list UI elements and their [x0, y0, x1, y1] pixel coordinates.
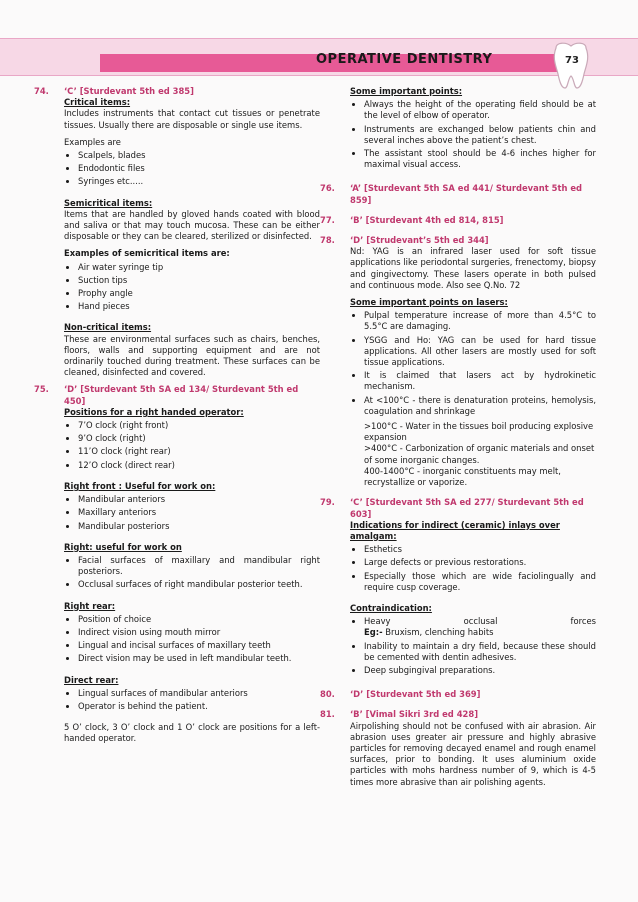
answer-ref: ‘A’ [Sturdevant 5th SA ed 441/ Sturdevant 5th ed 859] — [350, 183, 583, 205]
paragraph: Includes instruments that contact cut tissues or penetrate tissues. Usually there are disposable or single use items. — [64, 108, 320, 130]
temperature-line: 400-1400°C - inorganic constituents may melt, recrystallize or vaporize. — [364, 465, 561, 488]
question-79 — [320, 497, 596, 676]
list-item: • Pulpal temperature increase of more than 4.5°C to 5.5°C are damaging. — [364, 310, 596, 332]
page-number: 73 — [565, 55, 579, 66]
temperature-line: >400°C - Carbonization of organic materials and onset of some inorganic changes. — [364, 443, 595, 465]
list-item: • At <100°C - there is denaturation proteins, hemolysis, coagulation and shrinkage — [364, 395, 596, 417]
bullet-list — [350, 544, 596, 593]
list-item: • Indirect vision using mouth mirror — [78, 627, 320, 638]
bullet-list — [64, 150, 320, 188]
list-item: • Instruments are exchanged below patients chin and several inches above the patient’s chest. — [364, 124, 596, 146]
answer-ref: ‘D’ [Sturdevant 5th SA ed 134/ Sturdevant 5th ed 450] — [64, 384, 299, 406]
bullet-list — [64, 494, 320, 532]
temperature-line: >100°C - Water in the tissues boil producing explosive expansion — [364, 421, 594, 443]
question-number: 78. — [320, 235, 335, 246]
list-item: • YSGG and Ho: YAG can be used for hard tissue applications. All other lasers are mostly used for soft tissue applications. — [364, 335, 596, 369]
list-item: • Especially those which are wide faciolingually and require cusp coverage. — [364, 571, 596, 593]
question-77 — [320, 215, 596, 226]
section-heading: Examples of semicritical items are: — [64, 248, 230, 259]
chapter-title: OPERATIVE DENTISTRY — [316, 52, 493, 67]
list-item: • Suction tips — [78, 275, 320, 286]
list-item: • Deep subgingival preparations. — [364, 665, 596, 676]
list-item: • Lingual surfaces of mandibular anteriors — [78, 688, 320, 699]
question-number: 77. — [320, 214, 335, 225]
list-item: • Endodontic files — [78, 163, 320, 174]
question-number: 80. — [320, 689, 335, 700]
list-item: • Occlusal surfaces of right mandibular posterior teeth. — [78, 579, 320, 590]
question-number: 75. — [34, 384, 49, 395]
answer-ref: ‘B’ [Sturdevant 4th ed 814, 815] — [350, 214, 504, 225]
section-heading: Critical items: — [64, 97, 131, 108]
list-item: • 11’O clock (right rear) — [78, 446, 320, 457]
example-line: Eg:- Bruxism, clenching habits — [364, 627, 494, 638]
list-item: • Esthetics — [364, 544, 596, 555]
list-item: • Operator is behind the patient. — [78, 701, 320, 712]
question-74 — [34, 86, 320, 378]
section-heading: Semicritical items: — [64, 197, 153, 208]
section-heading: Some important points on lasers: — [350, 297, 508, 308]
question-number: 76. — [320, 183, 335, 194]
question-number: 81. — [320, 709, 335, 720]
section-heading: Right rear: — [64, 600, 116, 611]
list-item: • It is claimed that lasers act by hydrokinetic mechanism. — [364, 370, 596, 392]
left-column — [34, 86, 320, 745]
bullet-list — [350, 99, 596, 170]
list-item: • Facial surfaces of maxillary and mandibular right posteriors. — [78, 555, 320, 577]
bullet-list — [64, 420, 320, 471]
section-heading: Contraindication: — [350, 602, 432, 613]
list-item: • Mandibular anteriors — [78, 494, 320, 505]
question-78 — [320, 235, 596, 488]
bullet-list — [64, 614, 320, 665]
answer-ref: ‘C’ [Sturdevant 5th SA ed 277/ Sturdevant 5th ed 603] — [350, 497, 584, 519]
list-item: • Always the height of the operating field should be at the level of elbow of operator. — [364, 99, 596, 121]
list-item: • Syringes etc..... — [78, 176, 320, 187]
list-item: • Mandibular posteriors — [78, 521, 320, 532]
list-item: • The assistant stool should be 4-6 inches higher for maximal visual access. — [364, 148, 596, 170]
list-item: • 12’O clock (direct rear) — [78, 460, 320, 471]
heavy-occlusal-forces: • Heavy occlusal forces — [364, 616, 596, 627]
list-item: • Hand pieces — [78, 301, 320, 312]
paragraph: Nd: YAG is an infrared laser used for soft tissue applications like periodontal surgeries, frenectomy, biopsy and gingivectomy. These lasers operate in both pulsed and continuous mode. Also see Q.No. 72 — [350, 246, 596, 290]
section-heading: Right: useful for work on — [64, 541, 182, 552]
list-item: • Position of choice — [78, 614, 320, 625]
label: Examples are — [64, 136, 121, 147]
section-heading: Direct rear: — [64, 674, 119, 685]
right-column — [320, 86, 596, 788]
list-item: • Air water syringe tip — [78, 262, 320, 273]
paragraph: 5 O’ clock, 3 O’ clock and 1 O’ clock are positions for a left-handed operator. — [64, 722, 320, 744]
question-number: 79. — [320, 497, 335, 508]
question-75 — [34, 384, 320, 744]
question-80 — [320, 689, 596, 700]
list-item: • 7’O clock (right front) — [78, 420, 320, 431]
bullet-list — [350, 310, 596, 417]
section-heading: Indications for indirect (ceramic) inlays over amalgam: — [350, 519, 560, 541]
question-76 — [320, 183, 596, 205]
section-heading: Right front : Useful for work on: — [64, 480, 216, 491]
bullet-list — [350, 616, 596, 676]
paragraph: These are environmental surfaces such as chairs, benches, floors, walls and supporting equipment and are not ordinarily touched during treatment. These surfaces can be cleaned, disinfected and covered. — [64, 333, 320, 378]
bullet-list — [64, 688, 320, 712]
list-item — [364, 616, 596, 638]
section-heading: Positions for a right handed operator: — [64, 406, 244, 417]
answer-ref: ‘C’ [Sturdevant 5th ed 385] — [64, 86, 194, 96]
list-item: • Direct vision may be used in left mandibular teeth. — [78, 653, 320, 664]
list-item: • Lingual and incisal surfaces of maxillary teeth — [78, 640, 320, 651]
answer-ref: ‘D’ [Sturdevant 5th ed 369] — [350, 689, 481, 700]
list-item: • 9’O clock (right) — [78, 433, 320, 444]
bullet-list — [64, 262, 320, 313]
paragraph: Items that are handled by gloved hands coated with blood and saliva or that may touch mucosa. These can be either disposable or they can be cleared, sterilized or disinfected. — [64, 208, 320, 242]
list-item: • Inability to maintain a dry field, because these should be cemented with dentin adhesives. — [364, 641, 596, 663]
answer-ref: ‘B’ [Vimal Sikri 3rd ed 428] — [350, 709, 479, 720]
question-81 — [320, 709, 596, 787]
list-item: • Large defects or previous restorations. — [364, 557, 596, 568]
list-item: • Scalpels, blades — [78, 150, 320, 161]
list-item: • Maxillary anteriors — [78, 507, 320, 518]
section-heading: Non-critical items: — [64, 322, 152, 333]
section-heading: Some important points: — [350, 86, 463, 96]
answer-ref: ‘D’ [Strudevant’s 5th ed 344] — [350, 235, 489, 246]
list-item: • Prophy angle — [78, 288, 320, 299]
continued-section — [320, 86, 596, 170]
question-number: 74. — [34, 86, 49, 96]
bullet-list — [64, 555, 320, 591]
paragraph: Airpolishing should not be confused with air abrasion. Air abrasion uses greater air pressure and highly abrasive particles for removing decayed enamel and rough enamel surfaces, prior to bonding. It uses aluminium oxide particles with mohs hardness number of 9, which is 4-5 times more abrasive than air polishing agents. — [350, 720, 596, 787]
